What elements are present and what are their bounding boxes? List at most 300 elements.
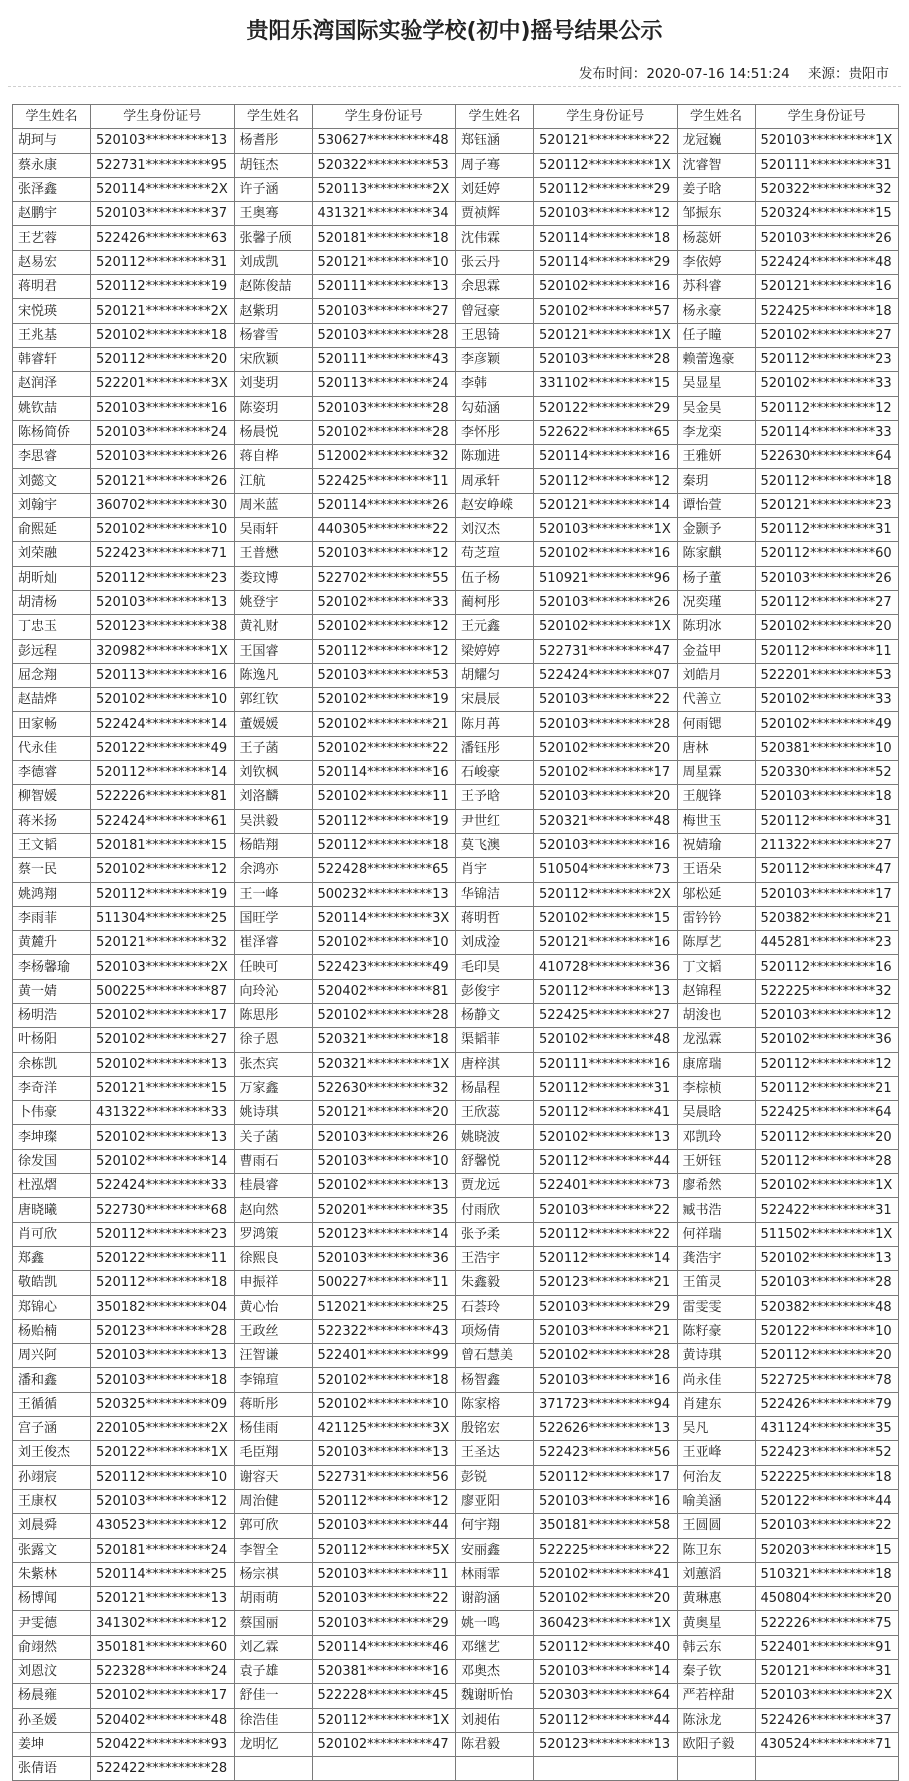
student-name-cell: 李杨馨瑜 — [13, 955, 91, 979]
table-row — [13, 1562, 899, 1586]
student-name-cell: 王妍钰 — [677, 1149, 755, 1173]
table-row — [13, 761, 899, 785]
student-name-cell: 赵安峥嵘 — [456, 493, 534, 517]
student-name-cell: 郭红钦 — [234, 688, 312, 712]
student-id-cell: 520102**********12 — [91, 858, 235, 882]
student-name-cell: 黄诗琪 — [677, 1344, 755, 1368]
student-name-cell: 秦玥 — [677, 469, 755, 493]
student-id-cell: 520102**********13 — [755, 1246, 899, 1270]
student-id-cell: 520102**********12 — [312, 615, 456, 639]
student-name-cell: 伍子杨 — [456, 566, 534, 590]
student-name-cell: 何雨锶 — [677, 712, 755, 736]
student-id-cell: 522328**********24 — [91, 1660, 235, 1684]
student-id-cell: 500225**********87 — [91, 979, 235, 1003]
student-id-cell: 520113**********24 — [312, 372, 456, 396]
student-id-cell: 520103**********1X — [755, 129, 899, 153]
student-name-cell: 韩云东 — [677, 1635, 755, 1659]
student-id-cell: 430523**********12 — [91, 1514, 235, 1538]
table-row — [13, 420, 899, 444]
student-name-cell: 吴洪毅 — [234, 809, 312, 833]
student-name-cell: 吴雨轩 — [234, 518, 312, 542]
student-name-cell: 胡清杨 — [13, 590, 91, 614]
table-row — [13, 906, 899, 930]
student-id-cell: 520103**********16 — [534, 1489, 678, 1513]
student-id-cell: 520121**********31 — [755, 1660, 899, 1684]
table-row — [13, 1465, 899, 1489]
student-name-cell: 莫飞澳 — [456, 833, 534, 857]
student-name-cell: 赵喆烨 — [13, 688, 91, 712]
table-row — [13, 445, 899, 469]
student-id-cell: 520102**********21 — [312, 712, 456, 736]
student-name-cell: 邹振东 — [677, 202, 755, 226]
student-name-cell: 朱紫林 — [13, 1562, 91, 1586]
student-name-cell: 唐梓淇 — [456, 1052, 534, 1076]
student-id-cell: 520112**********28 — [755, 1149, 899, 1173]
student-name-cell: 魏谢昕怡 — [456, 1684, 534, 1708]
student-id-cell: 520102**********41 — [534, 1562, 678, 1586]
student-id-cell: 520102**********1X — [534, 615, 678, 639]
student-name-cell: 国旺学 — [234, 906, 312, 930]
publish-time: 2020-07-16 14:51:24 — [646, 66, 790, 82]
student-id-cell: 520103**********27 — [312, 299, 456, 323]
student-name-cell: 胡浚也 — [677, 1003, 755, 1027]
student-name-cell: 李韩 — [456, 372, 534, 396]
student-id-cell: 522426**********79 — [755, 1392, 899, 1416]
student-id-cell: 520112**********18 — [91, 1271, 235, 1295]
student-id-cell — [755, 1757, 899, 1781]
student-id-cell: 520102**********18 — [312, 1368, 456, 1392]
table-row — [13, 275, 899, 299]
student-id-cell: 522226**********81 — [91, 785, 235, 809]
student-id-cell: 520112**********14 — [534, 1246, 678, 1270]
student-id-cell: 522630**********64 — [755, 445, 899, 469]
student-name-cell: 杨永豪 — [677, 299, 755, 323]
student-name-cell: 王予晗 — [456, 785, 534, 809]
student-id-cell: 520112**********47 — [755, 858, 899, 882]
student-name-cell: 姚晓波 — [456, 1125, 534, 1149]
student-name-cell: 李思睿 — [13, 445, 91, 469]
student-name-cell: 龙泓霖 — [677, 1028, 755, 1052]
student-id-cell: 520121**********14 — [534, 493, 678, 517]
student-name-cell: 石峻豪 — [456, 761, 534, 785]
table-row — [13, 882, 899, 906]
student-name-cell: 徐发国 — [13, 1149, 91, 1173]
student-id-cell: 520112**********60 — [755, 542, 899, 566]
student-name-cell: 陈逸凡 — [234, 663, 312, 687]
page-title: 贵阳乐湾国际实验学校(初中)摇号结果公示 — [246, 19, 663, 44]
student-name-cell: 郑钰涵 — [456, 129, 534, 153]
student-name-cell: 蒋明君 — [13, 275, 91, 299]
student-name-cell: 刘汉杰 — [456, 518, 534, 542]
student-id-cell: 520102**********20 — [534, 1587, 678, 1611]
student-name-cell: 袁子雄 — [234, 1660, 312, 1684]
student-id-cell: 520112**********14 — [91, 761, 235, 785]
student-name-cell: 丁文韬 — [677, 955, 755, 979]
student-name-cell: 谢容天 — [234, 1465, 312, 1489]
student-id-cell: 520121**********26 — [91, 469, 235, 493]
student-name-cell: 王语朵 — [677, 858, 755, 882]
student-id-cell: 512002**********32 — [312, 445, 456, 469]
student-name-cell: 周子骞 — [456, 153, 534, 177]
student-id-cell: 520402**********81 — [312, 979, 456, 1003]
student-id-cell: 522424**********61 — [91, 809, 235, 833]
student-name-cell: 任子瞳 — [677, 323, 755, 347]
student-id-cell: 522423**********49 — [312, 955, 456, 979]
student-id-cell: 520122**********1X — [91, 1441, 235, 1465]
student-name-cell: 宋晨辰 — [456, 688, 534, 712]
student-id-cell: 520102**********49 — [755, 712, 899, 736]
table-row — [13, 639, 899, 663]
student-id-cell: 520102**********16 — [534, 542, 678, 566]
student-name-cell: 贾祯辉 — [456, 202, 534, 226]
student-name-cell: 田家畅 — [13, 712, 91, 736]
student-id-cell: 520122**********11 — [91, 1246, 235, 1270]
student-id-cell: 522422**********28 — [91, 1757, 235, 1781]
student-id-cell: 520103**********26 — [755, 566, 899, 590]
student-name-cell: 苟芝瑄 — [456, 542, 534, 566]
student-id-cell: 520102**********27 — [91, 1028, 235, 1052]
student-name-cell: 刘晨舜 — [13, 1514, 91, 1538]
student-name-cell: 卜伟豪 — [13, 1101, 91, 1125]
table-row — [13, 1125, 899, 1149]
student-name-cell: 华锦洁 — [456, 882, 534, 906]
student-name-cell: 丁忠玉 — [13, 615, 91, 639]
student-id-cell: 520112**********18 — [755, 469, 899, 493]
table-row — [13, 931, 899, 955]
student-name-cell: 赖蕾逸豪 — [677, 347, 755, 371]
student-name-cell: 安丽鑫 — [456, 1538, 534, 1562]
student-name-cell: 康席瑞 — [677, 1052, 755, 1076]
student-name-cell: 何宇翔 — [456, 1514, 534, 1538]
table-row — [13, 1198, 899, 1222]
table-row — [13, 1708, 899, 1732]
table-row — [13, 1489, 899, 1513]
student-name-cell: 姚一鸣 — [456, 1611, 534, 1635]
student-id-cell: 520103**********44 — [312, 1514, 456, 1538]
student-name-cell: 任映可 — [234, 955, 312, 979]
student-id-cell: 440305**********22 — [312, 518, 456, 542]
student-name-cell: 杨皓翔 — [234, 833, 312, 857]
table-row — [13, 1660, 899, 1684]
table-row — [13, 1757, 899, 1781]
student-id-cell: 530627**********48 — [312, 129, 456, 153]
student-id-cell: 520121**********1X — [534, 323, 678, 347]
student-id-cell: 522626**********13 — [534, 1417, 678, 1441]
student-id-cell: 520382**********21 — [755, 906, 899, 930]
student-name-cell: 叶杨阳 — [13, 1028, 91, 1052]
student-name-cell: 汪智谦 — [234, 1344, 312, 1368]
student-name-cell: 王政丝 — [234, 1319, 312, 1343]
header-student-name: 学生姓名 — [677, 105, 755, 129]
table-row — [13, 809, 899, 833]
student-name-cell: 陈姿玥 — [234, 396, 312, 420]
student-id-cell: 522322**********43 — [312, 1319, 456, 1343]
student-name-cell: 尹雯德 — [13, 1611, 91, 1635]
student-name-cell: 金颢予 — [677, 518, 755, 542]
student-id-cell: 520113**********16 — [91, 663, 235, 687]
table-row — [13, 979, 899, 1003]
student-id-cell: 522425**********64 — [755, 1101, 899, 1125]
table-row — [13, 1417, 899, 1441]
student-id-cell: 520103**********11 — [312, 1562, 456, 1586]
student-id-cell: 522424**********14 — [91, 712, 235, 736]
student-id-cell: 520103**********16 — [534, 1368, 678, 1392]
student-name-cell: 喻美涵 — [677, 1489, 755, 1513]
student-name-cell: 杨佳雨 — [234, 1417, 312, 1441]
table-row — [13, 1003, 899, 1027]
student-name-cell: 陈珈进 — [456, 445, 534, 469]
student-id-cell: 520103**********18 — [755, 785, 899, 809]
student-id-cell: 520103**********22 — [534, 688, 678, 712]
student-id-cell: 500232**********13 — [312, 882, 456, 906]
table-row — [13, 1368, 899, 1392]
student-name-cell: 唐晓曦 — [13, 1198, 91, 1222]
student-name-cell: 刘荣融 — [13, 542, 91, 566]
student-name-cell: 况奕瑾 — [677, 590, 755, 614]
student-id-cell: 520114**********33 — [755, 420, 899, 444]
student-name-cell: 王艺蓉 — [13, 226, 91, 250]
student-name-cell: 杨晶程 — [456, 1076, 534, 1100]
student-name-cell: 郑鑫 — [13, 1246, 91, 1270]
student-name-cell: 尚永佳 — [677, 1368, 755, 1392]
table-row — [13, 1611, 899, 1635]
student-name-cell: 赵陈俊喆 — [234, 275, 312, 299]
student-name-cell: 陈籽豪 — [677, 1319, 755, 1343]
student-id-cell: 522425**********11 — [312, 469, 456, 493]
student-name-cell: 陈泳龙 — [677, 1708, 755, 1732]
student-id-cell: 520102**********22 — [312, 736, 456, 760]
student-name-cell: 刘斐玥 — [234, 372, 312, 396]
student-id-cell: 520402**********48 — [91, 1708, 235, 1732]
student-name-cell: 李龙栾 — [677, 420, 755, 444]
student-name-cell: 杨明浩 — [13, 1003, 91, 1027]
student-id-cell: 520103**********29 — [534, 1295, 678, 1319]
student-name-cell: 王普懋 — [234, 542, 312, 566]
header-student-name: 学生姓名 — [456, 105, 534, 129]
student-id-cell: 520103**********22 — [534, 1198, 678, 1222]
student-id-cell: 520103**********13 — [91, 1344, 235, 1368]
student-id-cell: 520121**********22 — [534, 129, 678, 153]
student-id-cell: 520121**********23 — [755, 493, 899, 517]
student-id-cell: 430524**********71 — [755, 1732, 899, 1756]
student-name-cell: 余栋凯 — [13, 1052, 91, 1076]
student-name-cell: 朱鑫毅 — [456, 1271, 534, 1295]
student-name-cell: 陈厚艺 — [677, 931, 755, 955]
student-id-cell: 510921**********96 — [534, 566, 678, 590]
table-row — [13, 1149, 899, 1173]
student-name-cell: 李德睿 — [13, 761, 91, 785]
student-id-cell: 520102**********1X — [755, 1174, 899, 1198]
student-name-cell: 周米蓝 — [234, 493, 312, 517]
student-id-cell: 520123**********13 — [534, 1732, 678, 1756]
table-row — [13, 615, 899, 639]
header-student-name: 学生姓名 — [234, 105, 312, 129]
student-name-cell — [456, 1757, 534, 1781]
student-id-cell: 520112**********23 — [755, 347, 899, 371]
student-name-cell: 刘成凯 — [234, 250, 312, 274]
student-name-cell: 赵锦程 — [677, 979, 755, 1003]
student-id-cell: 520102**********10 — [312, 1392, 456, 1416]
student-id-cell: 520112**********19 — [91, 882, 235, 906]
student-id-cell: 520102**********18 — [91, 323, 235, 347]
table-row — [13, 1538, 899, 1562]
table-row — [13, 736, 899, 760]
student-id-cell: 320982**********1X — [91, 639, 235, 663]
student-name-cell: 徐熙良 — [234, 1246, 312, 1270]
student-id-cell: 520112**********5X — [312, 1538, 456, 1562]
student-name-cell: 柳智媛 — [13, 785, 91, 809]
student-id-cell: 520103**********12 — [534, 202, 678, 226]
student-name-cell: 臧书浩 — [677, 1198, 755, 1222]
student-name-cell: 胡珂与 — [13, 129, 91, 153]
student-id-cell: 520102**********28 — [312, 420, 456, 444]
student-id-cell: 520103**********2X — [91, 955, 235, 979]
student-name-cell: 肖建东 — [677, 1392, 755, 1416]
header-student-id: 学生身份证号 — [312, 105, 456, 129]
student-id-cell: 520121**********15 — [91, 1076, 235, 1100]
student-id-cell: 520103**********13 — [91, 590, 235, 614]
student-id-cell: 520112**********20 — [755, 1125, 899, 1149]
student-name-cell: 彭俊宇 — [456, 979, 534, 1003]
student-name-cell: 郭可欣 — [234, 1514, 312, 1538]
student-id-cell: 520112**********19 — [312, 809, 456, 833]
student-name-cell: 张云丹 — [456, 250, 534, 274]
student-id-cell: 520111**********16 — [534, 1052, 678, 1076]
student-name-cell: 杨晨雍 — [13, 1684, 91, 1708]
student-name-cell: 娄玟博 — [234, 566, 312, 590]
table-row — [13, 1514, 899, 1538]
student-id-cell: 520102**********17 — [534, 761, 678, 785]
student-id-cell: 522401**********99 — [312, 1344, 456, 1368]
student-id-cell: 520112**********17 — [534, 1465, 678, 1489]
table-row — [13, 1295, 899, 1319]
student-id-cell: 220105**********2X — [91, 1417, 235, 1441]
student-id-cell: 520112**********44 — [534, 1149, 678, 1173]
student-id-cell: 500227**********11 — [312, 1271, 456, 1295]
student-name-cell: 李彦颖 — [456, 347, 534, 371]
student-name-cell: 姚钦喆 — [13, 396, 91, 420]
student-name-cell: 李锦瑄 — [234, 1368, 312, 1392]
header-student-name: 学生姓名 — [13, 105, 91, 129]
student-name-cell: 桂晨睿 — [234, 1174, 312, 1198]
student-name-cell: 蒋明哲 — [456, 906, 534, 930]
student-name-cell: 赵鹏宇 — [13, 202, 91, 226]
student-id-cell: 520102**********33 — [312, 590, 456, 614]
student-name-cell: 尹世红 — [456, 809, 534, 833]
student-id-cell: 520321**********18 — [312, 1028, 456, 1052]
student-id-cell: 520111**********31 — [755, 153, 899, 177]
student-id-cell: 520103**********53 — [312, 663, 456, 687]
header-student-id: 学生身份证号 — [91, 105, 235, 129]
student-id-cell: 522423**********56 — [534, 1441, 678, 1465]
student-id-cell: 520102**********33 — [755, 372, 899, 396]
student-name-cell: 黄一婧 — [13, 979, 91, 1003]
student-name-cell: 陈君毅 — [456, 1732, 534, 1756]
student-name-cell: 苏科睿 — [677, 275, 755, 299]
student-id-cell: 520121**********20 — [312, 1101, 456, 1125]
student-id-cell — [534, 1757, 678, 1781]
student-name-cell: 余思霖 — [456, 275, 534, 299]
student-id-cell: 520114**********29 — [534, 250, 678, 274]
student-id-cell: 520181**********15 — [91, 833, 235, 857]
student-id-cell: 522426**********37 — [755, 1708, 899, 1732]
student-id-cell: 520103**********1X — [534, 518, 678, 542]
student-id-cell: 520330**********52 — [755, 761, 899, 785]
source-label: 来源： — [808, 66, 849, 82]
student-name-cell: 邓凯玲 — [677, 1125, 755, 1149]
student-id-cell: 522424**********07 — [534, 663, 678, 687]
student-name-cell: 王一峰 — [234, 882, 312, 906]
student-name-cell: 周兴阿 — [13, 1344, 91, 1368]
student-name-cell: 蔺柯彤 — [456, 590, 534, 614]
student-name-cell: 龙冠巍 — [677, 129, 755, 153]
student-id-cell: 520112**********1X — [312, 1708, 456, 1732]
student-id-cell: 520112**********40 — [534, 1635, 678, 1659]
student-id-cell: 341302**********12 — [91, 1611, 235, 1635]
student-id-cell: 522228**********45 — [312, 1684, 456, 1708]
student-name-cell: 向玲沁 — [234, 979, 312, 1003]
student-name-cell: 赵润泽 — [13, 372, 91, 396]
student-name-cell: 赵紫玥 — [234, 299, 312, 323]
table-row — [13, 1222, 899, 1246]
student-id-cell: 520112**********19 — [91, 275, 235, 299]
student-id-cell: 520103**********28 — [534, 712, 678, 736]
table-row — [13, 129, 899, 153]
student-name-cell: 黄奥星 — [677, 1611, 755, 1635]
student-id-cell: 520103**********28 — [534, 347, 678, 371]
student-id-cell: 522702**********55 — [312, 566, 456, 590]
student-id-cell: 520103**********20 — [534, 785, 678, 809]
student-id-cell: 520102**********57 — [534, 299, 678, 323]
student-name-cell: 黄麓升 — [13, 931, 91, 955]
student-name-cell: 黄心怡 — [234, 1295, 312, 1319]
student-name-cell: 廖亚阳 — [456, 1489, 534, 1513]
student-id-cell: 520102**********15 — [534, 906, 678, 930]
student-id-cell: 520103**********37 — [91, 202, 235, 226]
student-name-cell: 姚鸿翔 — [13, 882, 91, 906]
student-name-cell: 金益甲 — [677, 639, 755, 663]
student-name-cell: 舒馨悦 — [456, 1149, 534, 1173]
table-row — [13, 226, 899, 250]
student-name-cell: 周星霖 — [677, 761, 755, 785]
student-name-cell: 姜子晗 — [677, 177, 755, 201]
student-id-cell — [312, 1757, 456, 1781]
student-id-cell: 520102**********28 — [534, 1344, 678, 1368]
student-id-cell: 520103**********10 — [312, 1149, 456, 1173]
student-name-cell: 胡昕灿 — [13, 566, 91, 590]
student-id-cell: 520122**********49 — [91, 736, 235, 760]
student-name-cell: 余鸿亦 — [234, 858, 312, 882]
student-id-cell: 522201**********3X — [91, 372, 235, 396]
student-id-cell: 522401**********73 — [534, 1174, 678, 1198]
table-row — [13, 202, 899, 226]
student-name-cell: 渠韬菲 — [456, 1028, 534, 1052]
student-id-cell: 520324**********15 — [755, 202, 899, 226]
student-name-cell: 蒋昕彤 — [234, 1392, 312, 1416]
student-name-cell: 曹雨石 — [234, 1149, 312, 1173]
student-name-cell: 王思锜 — [456, 323, 534, 347]
student-name-cell: 殷铭宏 — [456, 1417, 534, 1441]
student-name-cell: 杨贻楠 — [13, 1319, 91, 1343]
student-id-cell: 520112**********29 — [534, 177, 678, 201]
student-name-cell: 杨蕊妍 — [677, 226, 755, 250]
student-name-cell: 王兆基 — [13, 323, 91, 347]
student-name-cell: 王循循 — [13, 1392, 91, 1416]
student-name-cell: 雷钤钤 — [677, 906, 755, 930]
student-id-cell: 520103**********22 — [755, 1514, 899, 1538]
student-name-cell: 吴显星 — [677, 372, 755, 396]
student-id-cell: 520102**********10 — [91, 688, 235, 712]
